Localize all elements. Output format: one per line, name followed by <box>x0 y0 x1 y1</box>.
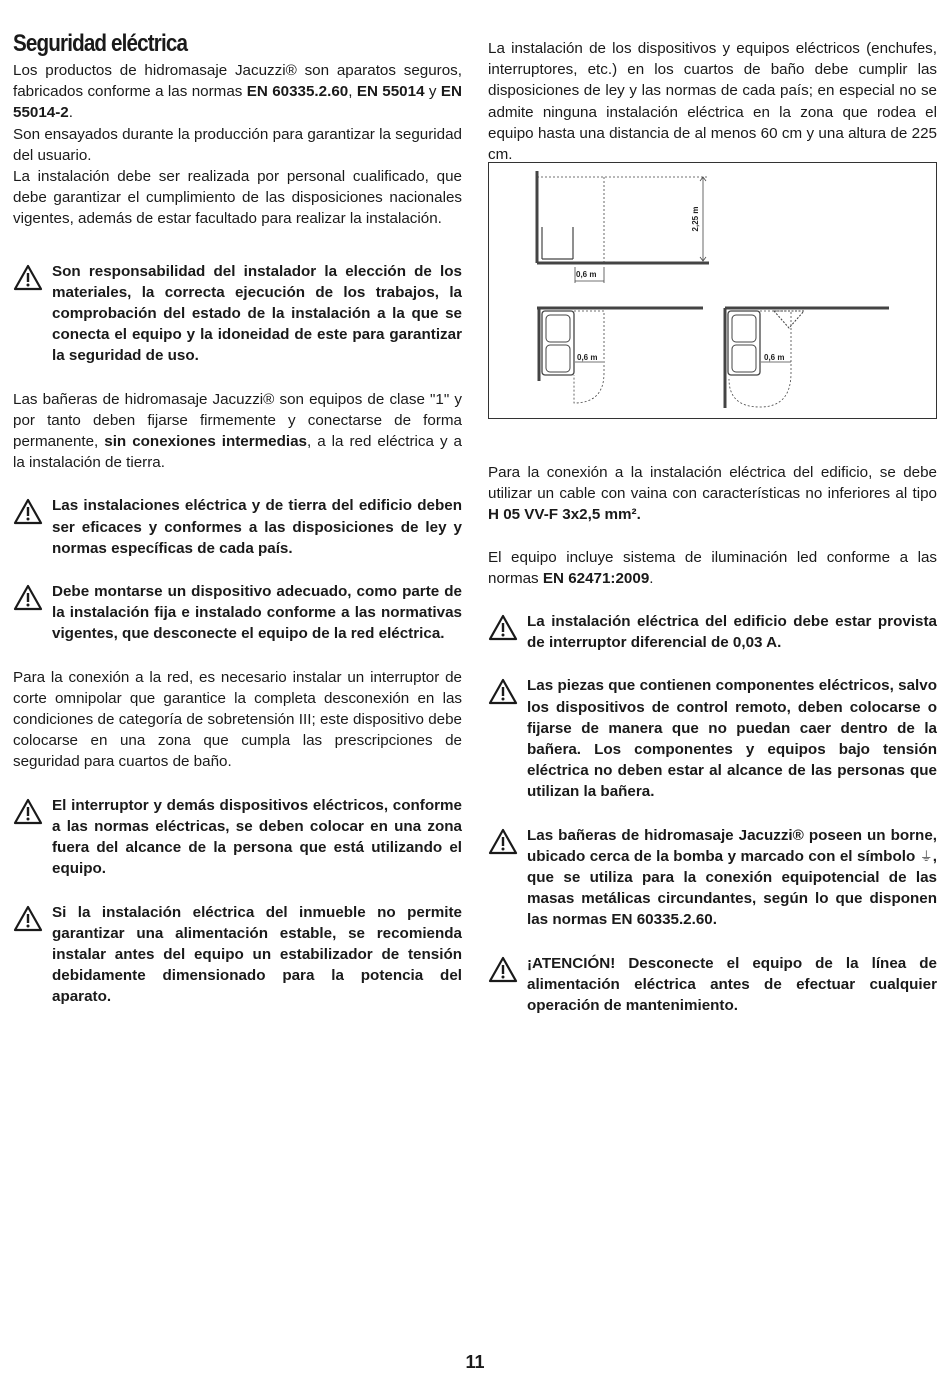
class-1-paragraph <box>13 389 462 474</box>
right-column <box>488 38 937 165</box>
warning-text <box>527 825 937 931</box>
plan-view-with-device <box>725 308 889 408</box>
warning-text: Las instalaciones eléctrica y de tierra del edificio deben ser eficaces y conformes a las disposiciones de ley y normas específicas de cada país. <box>52 497 462 557</box>
warning-text: ¡ATENCIÓN! Desconecte el equipo de la línea de alimentación eléctrica antes de efectuar cualquier operación de mantenimiento. <box>527 954 937 1015</box>
elevation-view <box>537 171 709 283</box>
warning-triangle-icon <box>13 902 52 937</box>
norm-en-55014-2: EN 55014-2 <box>13 83 462 122</box>
page-title: Seguridad eléctrica <box>13 30 188 57</box>
warning-triangle-icon <box>13 795 52 830</box>
right-column-lower <box>488 462 937 1016</box>
warning-electrical-parts <box>488 675 937 802</box>
class-1-text: Las bañeras de hidromasaje Jacuzzi® son equipos de clase "1" y por tanto deben fijarse firmemente y conectarse de forma permanente, <box>13 390 462 451</box>
warning-triangle-icon <box>13 261 52 296</box>
warning-triangle-icon <box>488 953 527 988</box>
warning-text: La instalación eléctrica del edificio debe estar provista de interruptor diferencial de 0,03 A. <box>527 613 937 652</box>
separator: y <box>424 83 441 101</box>
installer-paragraph: La instalación debe ser realizada por personal cualificado, que debe garantizar el cumplimiento de las disposiciones nacionales vigentes, además de estar facultado para realizar la instalación. <box>13 168 462 228</box>
class-1-bold: sin conexiones intermedias <box>104 433 308 451</box>
height-label: 2,25 m <box>691 206 700 232</box>
warning-differential-switch <box>488 611 937 653</box>
warning-equipotential-terminal <box>488 825 937 931</box>
intro-paragraph <box>13 60 462 124</box>
distance-label: 0,6 m <box>577 353 598 362</box>
warning-maintenance <box>488 953 937 1017</box>
led-text: El equipo incluye sistema de iluminación led conforme a las normas <box>488 548 937 587</box>
led-text-end: . <box>649 569 654 587</box>
class-1-text-end: , a la red eléctrica y a la instalación de tierra. <box>13 433 462 472</box>
terminal-text-end: , que se utiliza para la conexión equipotencial de las masas metálicas circundantes, según lo que disponen las normas EN 60335.2.60. <box>527 847 937 929</box>
led-paragraph <box>488 547 937 589</box>
warning-triangle-icon <box>13 581 52 616</box>
intro-text: Los productos de hidromasaje Jacuzzi® son aparatos seguros, fabricados conforme a las normas <box>13 62 462 101</box>
warning-installer-responsibility <box>13 261 462 367</box>
cable-paragraph <box>488 462 937 526</box>
norm-en-60335: EN 60335.2.60 <box>246 83 349 101</box>
warning-text: El interruptor y demás dispositivos eléctricos, conforme a las normas eléctricas, se deben colocar en una zona fuera del alcance de la persona que está utilizando el equipo. <box>52 796 462 878</box>
warning-text: Debe montarse un dispositivo adecuado, como parte de la instalación fija e instalado conforme a las normativas vigentes, que desconecte el equipo de la red eléctrica. <box>52 583 462 643</box>
warning-triangle-icon <box>488 675 527 710</box>
installation-zone-paragraph: La instalación de los dispositivos y equipos eléctricos (enchufes, interruptores, etc.) en los cuartos de baño debe cumplir las disposiciones de ley y las normas de cada país; en especial no se admite ninguna instalación eléctrica en la zona que rodea el equipo hasta una distancia de al menos 60 cm y una altura de 225 cm. <box>488 40 937 164</box>
warning-triangle-icon <box>488 611 527 646</box>
warning-grounding <box>13 495 462 559</box>
left-column <box>13 30 462 1008</box>
norm-en-55014: EN 55014 <box>356 83 425 101</box>
testing-paragraph: Son ensayados durante la producción para garantizar la seguridad del usuario. <box>13 125 462 164</box>
warning-text: Son responsabilidad del instalador la elección de los materiales, la correcta ejecución de los trabajos, la comprobación del estado de la instalación a la que se conecta el equipo y la idoneidad de este para garantizar la seguridad de uso. <box>52 262 462 365</box>
terminal-text: Las bañeras de hidromasaje Jacuzzi® poseen un borne, ubicado cerca de la bomba y marcado con el símbolo <box>527 826 937 865</box>
warning-switch-location <box>13 795 462 880</box>
distance-label: 0,6 m <box>576 270 597 279</box>
intro-end: . <box>68 104 73 122</box>
warning-text: Si la instalación eléctrica del inmueble no permite garantizar una alimentación estable, se recomienda instalar antes del equipo un estabilizador de tensión debidamente dimensionado para la potencia del aparato. <box>52 903 462 1006</box>
warning-triangle-icon <box>488 825 527 860</box>
warning-triangle-icon <box>13 495 52 530</box>
page-number: 11 <box>465 1352 485 1372</box>
network-connection-paragraph: Para la conexión a la red, es necesario instalar un interruptor de corte omnipolar que garantice la completa desconexión en las condiciones de categoría de sobretensión III; este dispositivo debe colocarse en una zona que cumpla las prescripciones de seguridad para cuartos de baño. <box>13 668 462 771</box>
safety-zone-diagram <box>488 162 937 419</box>
distance-label: 0,6 m <box>764 353 785 362</box>
separator: , <box>348 83 357 101</box>
warning-text: Las piezas que contienen componentes eléctricos, salvo los dispositivos de control remoto, deben colocarse o fijarse de manera que no puedan caer dentro de la bañera. Los componentes y equipos bajo tensión eléctrica no deben estar al alcance de las personas que utilizan la bañera. <box>527 677 937 801</box>
norm-en-62471: EN 62471:2009 <box>542 569 650 587</box>
warning-voltage-stabilizer <box>13 902 462 1008</box>
plan-view-corner <box>537 308 703 403</box>
equipotential-icon: ⏚ <box>919 848 933 864</box>
cable-text: Para la conexión a la instalación eléctrica del edificio, se debe utilizar un cable con vaina con características no inferiores al tipo <box>488 464 937 503</box>
cable-type: H 05 VV-F 3x2,5 mm². <box>488 506 641 524</box>
safety-zone-diagram-svg <box>489 163 936 418</box>
warning-disconnect-device <box>13 581 462 645</box>
